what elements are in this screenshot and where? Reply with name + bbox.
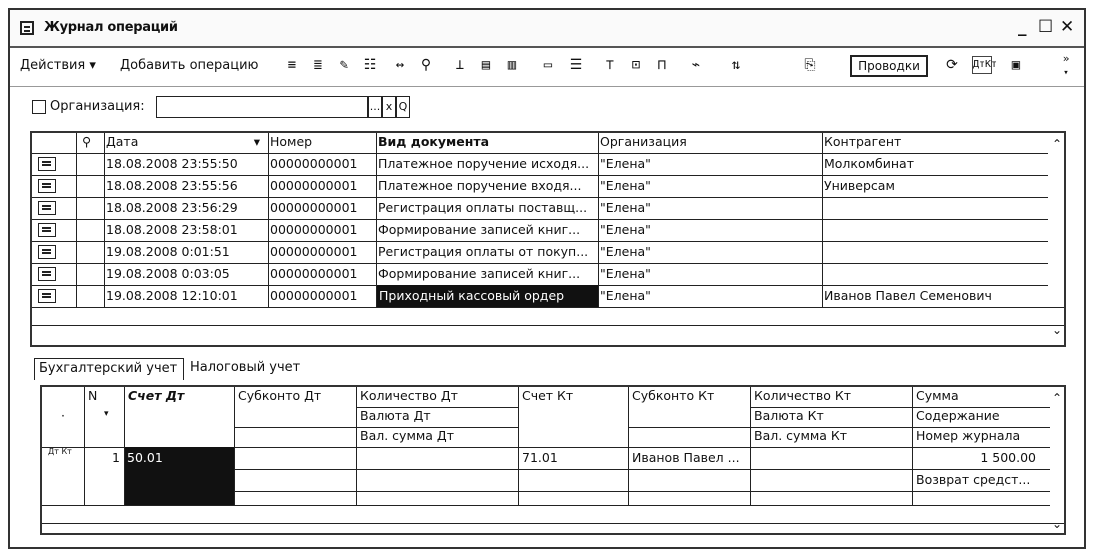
row-number: 00000000001 (270, 222, 358, 237)
row-doc-type: Формирование записей книг... (378, 266, 581, 281)
header-journal-no[interactable]: Номер журнала (916, 428, 1021, 443)
dt-kt-row-icon: Дт Кт (48, 447, 72, 456)
header-cur-amount-kt[interactable]: Вал. сумма Кт (754, 428, 848, 443)
row-date: 18.08.2008 23:55:56 (106, 178, 238, 193)
row-doc-type: Регистрация оплаты поставщ... (378, 200, 588, 215)
interval-icon[interactable]: ↔ (395, 57, 405, 73)
row-organization: "Елена" (600, 288, 651, 303)
row-date: 19.08.2008 0:01:51 (106, 244, 230, 259)
organization-label: Организация: (50, 99, 145, 114)
header-qty-kt[interactable]: Количество Кт (754, 388, 852, 403)
row-organization: "Елена" (600, 156, 651, 171)
sort-down-icon: ▾ (253, 134, 260, 149)
header-credit-account[interactable]: Счет Кт (522, 388, 574, 403)
column-counterparty[interactable]: Контрагент (824, 134, 902, 149)
related-documents-icon[interactable]: ▥ (507, 57, 517, 73)
tab-tax[interactable]: Налоговый учет (190, 360, 301, 375)
more-toolbar-icon[interactable]: » (1062, 52, 1070, 65)
scroll-up-icon[interactable]: ⌃ (1051, 137, 1062, 151)
footer-divider (32, 325, 1066, 326)
column-date-label: Дата (106, 134, 139, 149)
document-icon (38, 157, 56, 171)
copy-row-icon[interactable]: ≣ (313, 57, 323, 73)
output-list-icon[interactable]: ⎘ (804, 57, 816, 73)
row-counterparty: Иванов Павел Семенович (824, 288, 992, 303)
col-divider (76, 133, 77, 307)
row-date: 18.08.2008 23:55:50 (106, 156, 238, 171)
row-number: 00000000001 (270, 156, 358, 171)
row-number: 00000000001 (270, 288, 358, 303)
column-date[interactable] (104, 131, 268, 153)
sort-icon[interactable]: ⇅ (731, 57, 741, 73)
report-icon[interactable]: ▣ (1011, 57, 1021, 73)
col-divider (912, 387, 913, 505)
organization-select-button[interactable]: ... (368, 96, 382, 118)
row-subdivider (234, 491, 1050, 492)
entries-table[interactable] (40, 385, 1066, 535)
dt-kt-icon[interactable]: ДтКт (972, 56, 992, 74)
row-doc-type: Регистрация оплаты от покуп... (378, 244, 589, 259)
col-divider (750, 387, 751, 505)
row-number: 00000000001 (270, 244, 358, 259)
row-doc-type: Приходный кассовый ордер (377, 285, 598, 307)
entry-amount: 1 500.00 (980, 450, 1036, 465)
tab-accounting[interactable]: Бухгалтерский учет (34, 358, 184, 380)
list-settings-icon[interactable]: ☰ (569, 57, 583, 73)
row-organization: "Елена" (600, 266, 651, 281)
col-divider (84, 387, 85, 505)
window-title: Журнал операций (44, 20, 178, 35)
row-organization: "Елена" (600, 178, 651, 193)
document-icon (38, 267, 56, 281)
entry-n: 1 (112, 450, 120, 465)
col-divider (234, 387, 235, 505)
actions-menu[interactable]: Действия ▾ (20, 58, 96, 73)
row-date: 18.08.2008 23:56:29 (106, 200, 238, 215)
row-number: 00000000001 (270, 266, 358, 281)
sort-down-icon: ▾ (104, 409, 109, 419)
journal-window (8, 8, 1086, 549)
print-document-icon[interactable]: ▤ (481, 57, 491, 73)
post-document-icon[interactable]: ⊥ (455, 57, 465, 73)
header-currency-dt[interactable]: Валюта Дт (360, 408, 431, 423)
column-organization[interactable]: Организация (600, 134, 687, 149)
header-cur-amount-dt[interactable]: Вал. сумма Дт (360, 428, 454, 443)
organization-clear-button[interactable]: x (382, 96, 396, 118)
row-doc-type: Формирование записей книг... (378, 222, 581, 237)
row-organization: "Елена" (600, 244, 651, 259)
organization-checkbox[interactable] (32, 100, 46, 114)
row-counterparty: Универсам (824, 178, 895, 193)
header-content[interactable]: Содержание (916, 408, 1000, 423)
row-divider (42, 505, 1050, 506)
row-doc-type: Платежное поручение исходя... (378, 156, 590, 171)
row-divider (32, 307, 1066, 308)
header-debit-account[interactable]: Счет Дт (128, 388, 185, 403)
col-divider (518, 387, 519, 505)
header-subconto-kt[interactable]: Субконто Кт (632, 388, 715, 403)
row-date: 18.08.2008 23:58:01 (106, 222, 238, 237)
row-counterparty: Молкомбинат (824, 156, 914, 171)
document-icon (38, 289, 56, 303)
journal-app-icon (20, 21, 34, 35)
entry-subconto-kt: Иванов Павел ... (632, 450, 740, 465)
row-subdivider (234, 469, 1050, 470)
organization-search-button[interactable]: Q (396, 96, 410, 118)
header-n[interactable]: N (88, 388, 98, 403)
scroll-down-icon[interactable]: ⌄ (1051, 323, 1062, 337)
row-date: 19.08.2008 12:10:01 (106, 288, 238, 303)
close-button[interactable]: ✕ (1060, 17, 1075, 37)
entry-credit-account: 71.01 (522, 450, 558, 465)
add-operation-button[interactable]: Добавить операцию (120, 58, 259, 73)
header-currency-kt[interactable]: Валюта Кт (754, 408, 824, 423)
document-icon (38, 201, 56, 215)
header-subconto-dt[interactable]: Субконто Дт (238, 388, 322, 403)
journal-table[interactable] (30, 131, 1066, 347)
col-divider (628, 387, 629, 505)
column-doc-type[interactable]: Вид документа (378, 134, 490, 149)
row-doc-type: Платежное поручение входя... (378, 178, 582, 193)
scroll-down-icon[interactable]: ⌄ (1051, 517, 1062, 531)
title-bar (10, 10, 1084, 48)
organization-input[interactable] (156, 96, 368, 118)
document-icon (38, 223, 56, 237)
add-row-icon[interactable]: ≡ (287, 57, 297, 73)
maximize-button[interactable]: ☐ (1038, 17, 1054, 37)
search-icon[interactable]: ⚲ (420, 57, 432, 73)
status-column-icon: ⚲ (82, 134, 92, 149)
document-icon (38, 245, 56, 259)
footer-divider (42, 523, 1066, 524)
delete-row-icon[interactable]: ☷ (363, 57, 377, 73)
toolbar-scroll-down-icon[interactable]: ▾ (1063, 68, 1069, 78)
refresh-icon[interactable]: ⟳ (946, 57, 958, 73)
row-organization: "Елена" (600, 200, 651, 215)
row-number: 00000000001 (270, 200, 358, 215)
filter-by-value-icon[interactable]: ⊡ (631, 57, 641, 73)
entry-debit-account[interactable]: 50.01 (125, 447, 234, 505)
toolbar (10, 46, 1084, 87)
filter-history-icon[interactable]: ⊓ (657, 57, 667, 73)
structure-icon[interactable]: ▭ (543, 57, 553, 73)
filter-icon[interactable]: ⊤ (605, 57, 615, 73)
row-organization: "Елена" (600, 222, 651, 237)
header-amount[interactable]: Сумма (916, 388, 959, 403)
row-date: 19.08.2008 0:03:05 (106, 266, 230, 281)
row-marker: · (61, 408, 65, 423)
column-number[interactable]: Номер (270, 134, 313, 149)
header-qty-dt[interactable]: Количество Дт (360, 388, 458, 403)
document-icon (38, 179, 56, 193)
entry-content: Возврат средст... (916, 472, 1031, 487)
edit-row-icon[interactable]: ✎ (339, 57, 349, 73)
minimize-button[interactable]: _ (1018, 17, 1027, 37)
scroll-up-icon[interactable]: ⌃ (1051, 391, 1062, 405)
clear-filter-icon[interactable]: ⌁ (691, 57, 701, 73)
col-divider (356, 387, 357, 505)
row-number: 00000000001 (270, 178, 358, 193)
postings-button[interactable]: Проводки (850, 55, 928, 77)
